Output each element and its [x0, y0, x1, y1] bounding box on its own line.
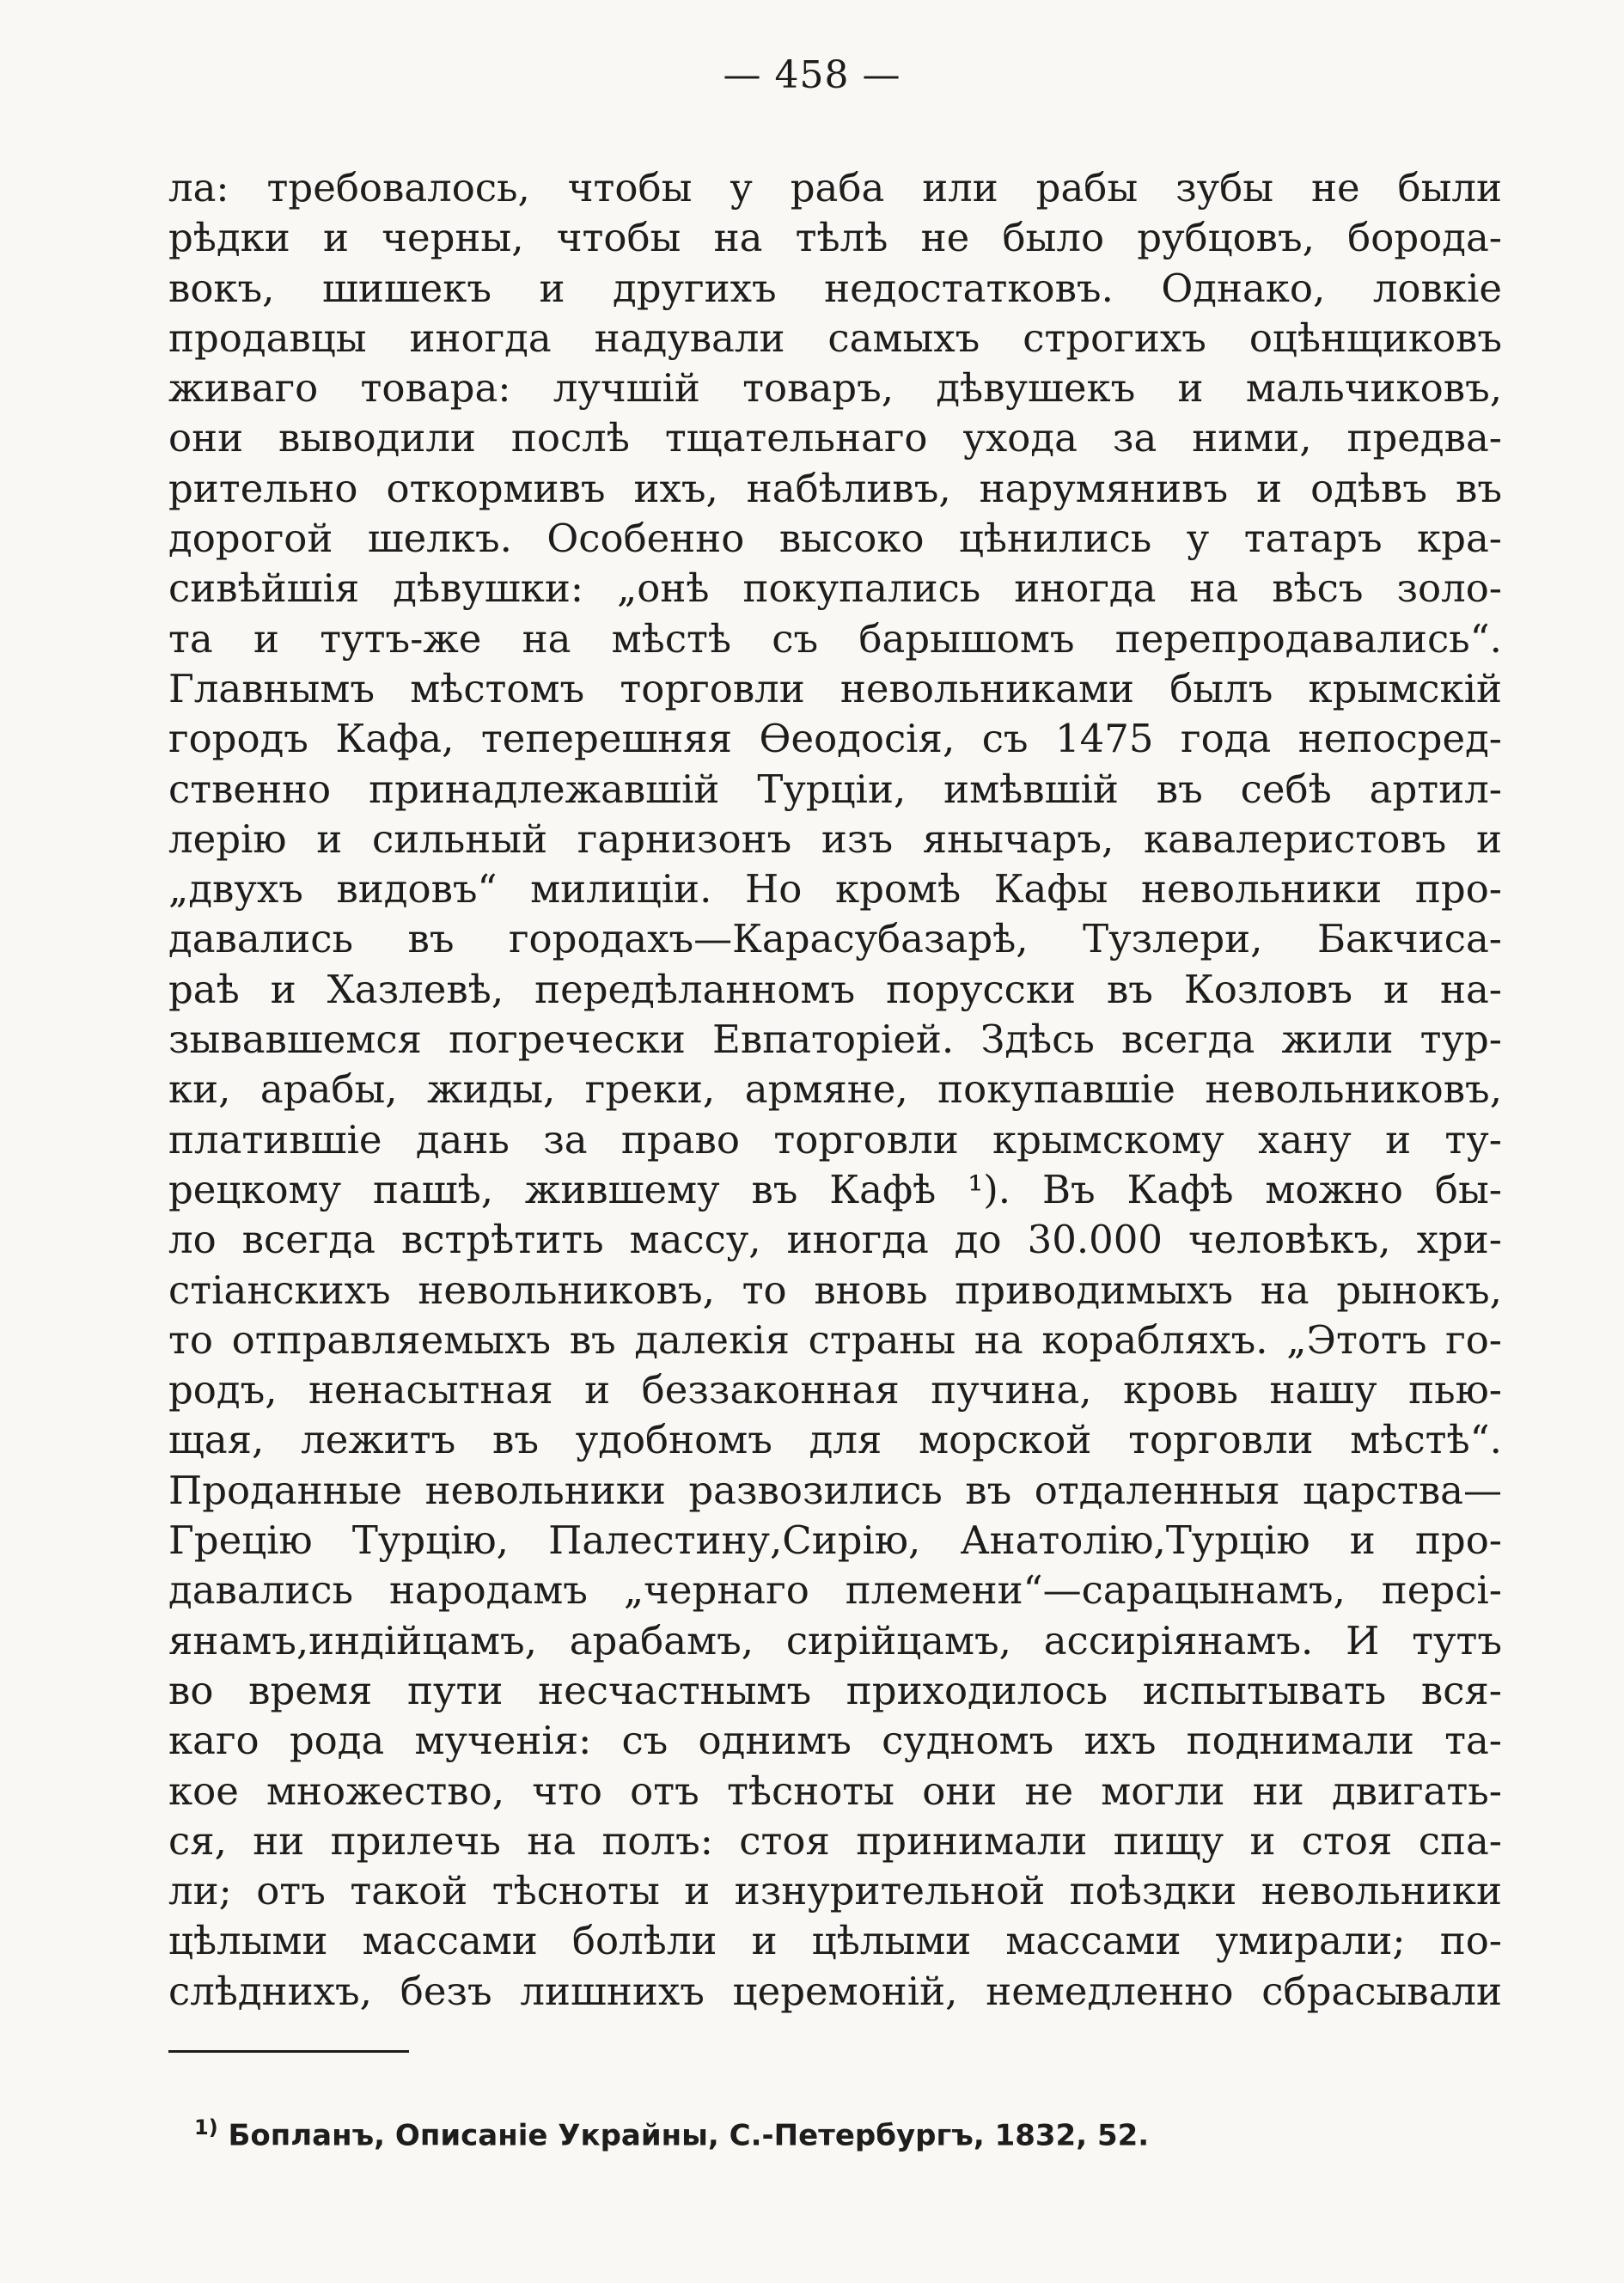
text-line: платившіе дань за право торговли крымскому хану и ту- — [168, 1116, 1502, 1163]
text-line: ственно принадлежавшій Турціи, имѣвшій въ себѣ артил- — [168, 766, 1502, 812]
text-line: „двухъ видовъ“ милиціи. Но кромѣ Кафы невольники про- — [168, 866, 1502, 913]
text-line: цѣлыми массами болѣли и цѣлыми массами умирали; по- — [168, 1918, 1502, 1964]
text-line: рѣдки и черны, чтобы на тѣлѣ не было рубцовъ, борода- — [168, 215, 1502, 261]
text-line: ки, арабы, жиды, греки, армяне, покупавшіе невольниковъ, — [168, 1066, 1502, 1113]
text-line: ли; отъ такой тѣсноты и изнурительной поѣздки невольники — [168, 1868, 1502, 1914]
text-line: сивѣйшія дѣвушки: „онѣ покупались иногда на вѣсъ золо- — [168, 565, 1502, 612]
text-line: ся, ни прилечь на полъ: стоя принимали пищу и стоя спа- — [168, 1817, 1502, 1864]
footnote — [194, 2115, 1149, 2152]
text-line: та и тутъ-же на мѣстѣ съ барышомъ перепродавались“. — [168, 615, 1502, 662]
text-line: вокъ, шишекъ и другихъ недостатковъ. Однако, ловкіе — [168, 265, 1502, 311]
text-line: лерію и сильный гарнизонъ изъ янычаръ, кавалеристовъ и — [168, 815, 1502, 862]
footnote-divider — [168, 2050, 409, 2053]
text-line: Проданные невольники развозились въ отдаленныя царства— — [168, 1467, 1502, 1513]
text-line: зывавшемся погречески Евпаторіей. Здѣсь всегда жили тур- — [168, 1016, 1502, 1063]
text-line: щая, лежитъ въ удобномъ для морской торговли мѣстѣ“. — [168, 1417, 1502, 1463]
text-line: то отправляемыхъ въ далекія страны на корабляхъ. „Этотъ го- — [168, 1316, 1502, 1363]
text-line: дорогой шелкъ. Особенно высоко цѣнились у татаръ кра- — [168, 516, 1502, 562]
text-line: городъ Кафа, теперешняя Ѳеодосія, съ 1475 года непосред- — [168, 716, 1502, 762]
footnote-marker: 1) — [194, 2115, 218, 2140]
text-line: стіанскихъ невольниковъ, то вновь приводимыхъ на рынокъ, — [168, 1267, 1502, 1313]
text-line: ло всегда встрѣтить массу, иногда до 30.000 человѣкъ, хри- — [168, 1217, 1502, 1263]
footnote-text: Бопланъ, Описаніе Украйны, С.-Петербургъ, 1832, 52. — [228, 2118, 1150, 2153]
text-line: Главнымъ мѣстомъ торговли невольниками былъ крымскій — [168, 665, 1502, 711]
text-line: они выводили послѣ тщательнаго ухода за ними, предва- — [168, 415, 1502, 461]
text-line: ла: требовалось, чтобы у раба или рабы зубы не были — [168, 165, 1502, 211]
text-line: рительно откормивъ ихъ, набѣливъ, нарумянивъ и одѣвъ въ — [168, 465, 1502, 511]
text-line: продавцы иногда надували самыхъ строгихъ оцѣнщиковъ — [168, 314, 1502, 361]
text-line: слѣднихъ, безъ лишнихъ церемоній, немедленно сбрасывали — [168, 1968, 1502, 2014]
text-line: кое множество, что отъ тѣсноты они не могли ни двигать- — [168, 1767, 1502, 1814]
text-line: рецкому пашѣ, жившему въ Кафѣ ¹). Въ Кафѣ можно бы- — [168, 1166, 1502, 1212]
text-line: янамъ,индійцамъ, арабамъ, сирійцамъ, ассиріянамъ. И тутъ — [168, 1617, 1502, 1663]
text-line: давались въ городахъ—Карасубазарѣ, Тузлери, Бакчиса- — [168, 916, 1502, 962]
text-line: родъ, ненасытная и беззаконная пучина, кровь нашу пью- — [168, 1367, 1502, 1413]
text-line: Грецію Турцію, Палестину,Сирію, Анатолію,Турцію и про- — [168, 1517, 1502, 1564]
text-line: живаго товара: лучшій товаръ, дѣвушекъ и мальчиковъ, — [168, 365, 1502, 412]
text-line: каго рода мученія: съ однимъ судномъ ихъ поднимали та- — [168, 1718, 1502, 1764]
text-line: во время пути несчастнымъ приходилось испытывать вся- — [168, 1667, 1502, 1713]
text-line: давались народамъ „чернаго племени“—сарацынамъ, персі- — [168, 1567, 1502, 1614]
page-number: — 458 — — [723, 53, 901, 97]
text-line: раѣ и Хазлевѣ, передѣланномъ порусски въ Козловъ и на- — [168, 966, 1502, 1012]
body-text — [168, 163, 1502, 2017]
